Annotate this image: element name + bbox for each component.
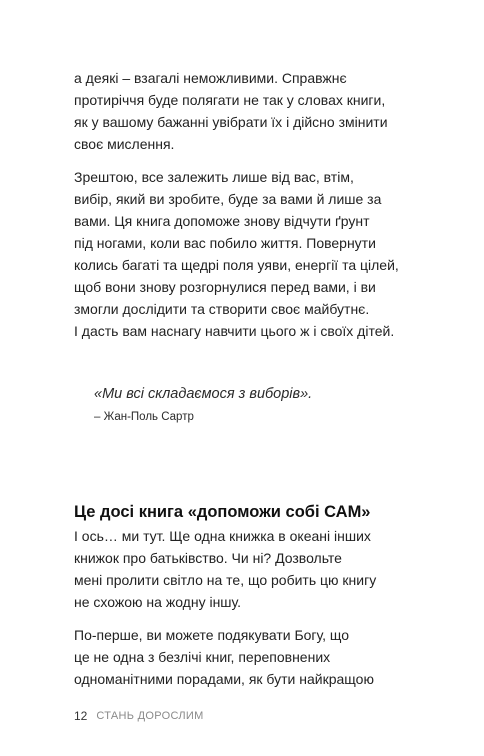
text-line: Зрештою, все залежить лише від вас, втім, <box>74 169 354 185</box>
paragraph-intro-continued <box>74 67 434 155</box>
text-line: вами. Ця книга допоможе знову відчути ґрунт <box>74 213 370 229</box>
paragraph-section-intro <box>74 525 434 613</box>
text-line: мені пролити світло на те, що робить цю книгу <box>74 572 377 588</box>
text-line: це не одна з безлічі книг, переповнених <box>74 649 331 665</box>
text-line: не схожою на жодну іншу. <box>74 594 242 610</box>
epigraph-quote: «Ми всі складаємося з виборів». <box>94 386 313 402</box>
text-line: І ось… ми тут. Ще одна книжка в океані інших <box>74 528 371 544</box>
paragraph-conclusion <box>74 166 434 342</box>
text-line: змогли дослідити та створити своє майбутнє. <box>74 301 370 317</box>
text-line: протиріччя буде полягати не так у словах книги, <box>74 92 386 108</box>
text-line: книжок про батьківство. Чи ні? Дозвольте <box>74 550 342 566</box>
text-line: а деякі – взагалі неможливими. Справжнє <box>74 70 347 86</box>
text-line: вибір, який ви зробите, буде за вами й лише за <box>74 191 382 207</box>
text-line: щоб вони знову розгорнулися перед вами, і ви <box>74 279 376 295</box>
text-line: як у вашому бажанні увібрати їх і дійсно змінити <box>74 114 388 130</box>
running-title: СТАНЬ ДОРОСЛИМ <box>96 710 204 722</box>
text-line: По-перше, ви можете подякувати Богу, що <box>74 627 350 643</box>
text-line: під ногами, коли вас побило життя. Повернути <box>74 235 376 251</box>
page-number: 12 <box>74 709 88 723</box>
text-line: колись багаті та щедрі поля уяви, енергії та цілей, <box>74 257 399 273</box>
page-footer <box>74 707 204 725</box>
section-heading: Це досі книга «допоможи собі САМ» <box>74 502 371 521</box>
epigraph-author: – Жан-Поль Сартр <box>94 411 194 423</box>
text-line: своє мислення. <box>74 136 175 152</box>
text-line: І дасть вам наснагу навчити цього ж і своїх дітей. <box>74 323 395 339</box>
paragraph-first-point <box>74 624 434 690</box>
text-line: одноманітними порадами, як бути найкращою <box>74 671 374 687</box>
